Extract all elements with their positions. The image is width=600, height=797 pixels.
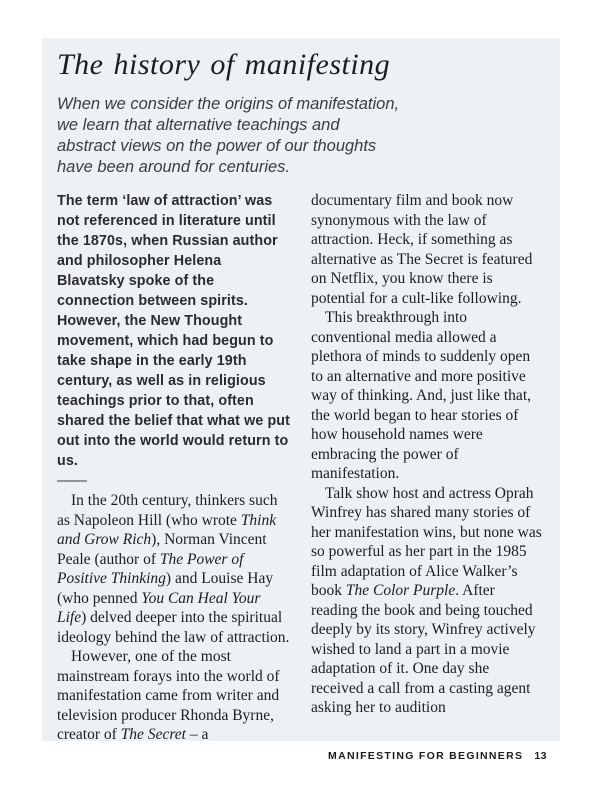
body-paragraph: Talk show host and actress Oprah Winfrey has shared many stories of her manifestation wins, but none was so powerful as her part in the 1985 film adaptation of Alice Walker’s book The Color Purple. After reading the book and being touched deeply by its story, Winfrey actively wished to land a part in a movie adaptation of it. One day she received a call from a casting agent asking her to audition (311, 484, 542, 716)
page-title: The history of manifesting (57, 48, 391, 81)
right-column-paragraphs (311, 191, 545, 718)
page-footer (328, 750, 547, 762)
body-paragraph: documentary film and book now synonymous with the law of attraction. Heck, if something as alternative as The Secret is featured on Netflix, you know there is potential for a cult-like following. (311, 192, 533, 307)
content-panel (42, 38, 560, 741)
right-column (311, 191, 545, 745)
running-header: MANIFESTING FOR BEGINNERS (328, 750, 524, 762)
body-paragraph: This breakthrough into conventional media allowed a plethora of minds to suddenly open to an alternative and more positive way of thinking. And, just like that, the world began to hear stories of how household names were embracing the power of manifestation. (311, 309, 531, 482)
section-divider (57, 480, 87, 482)
intro-text: When we consider the origins of manifestation, we learn that alternative teachings and abstract views on the power of our thoughts have been around for centuries. (57, 95, 400, 176)
lead-paragraph: The term ‘law of attraction’ was not referenced in literature until the 1870s, when Russian author and philosopher Helena Blavatsky spoke of the connection between spirits. However, the New Thought movement, which had begun to take shape in the early 19th century, as well as in religious teachings prior to that, often shared the belief that what we put out into the world would return to us. (57, 193, 290, 469)
left-column-paragraphs (57, 491, 291, 745)
body-paragraph: However, one of the most mainstream forays into the world of manifestation came from writer and television producer Rhonda Byrne, creator of The Secret – a (57, 648, 280, 743)
left-column (57, 191, 291, 745)
page-number: 13 (534, 750, 547, 762)
body-columns (57, 191, 545, 745)
body-paragraph: In the 20th century, thinkers such as Napoleon Hill (who wrote Think and Grow Rich), Norman Vincent Peale (author of The Power of Positive Thinking) and Louise Hay (who penned You Can Heal Your Life) delved deeper into the spiritual ideology behind the law of attraction. (57, 492, 290, 646)
